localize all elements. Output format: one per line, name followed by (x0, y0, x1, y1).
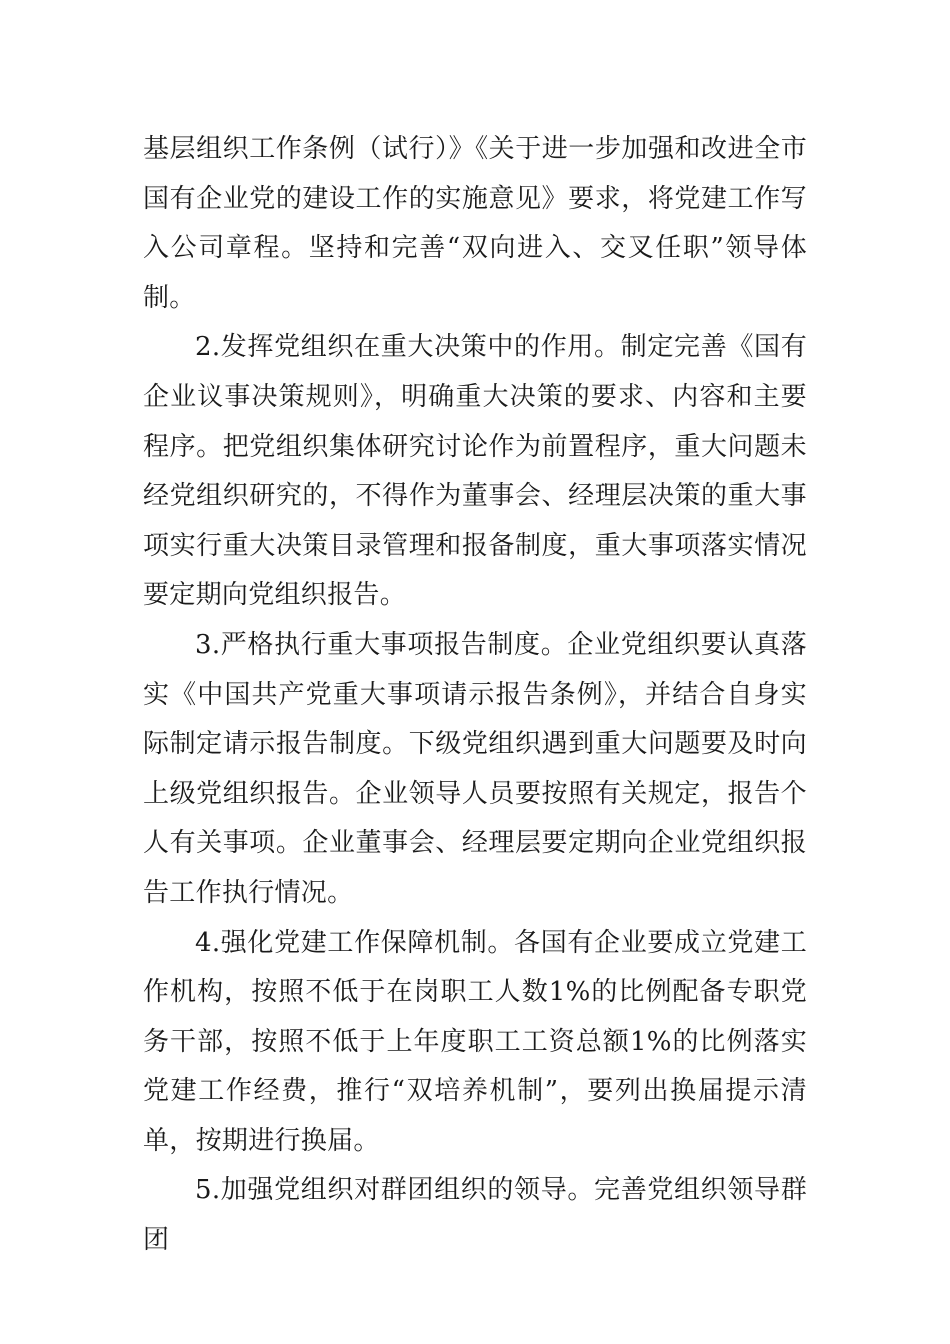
paragraph-item-3: 3.严格执行重大事项报告制度。企业党组织要认真落实《中国共产党重大事项请示报告条例》，并结合自身实际制定请示报告制度。下级党组织遇到重大问题要及时向上级党组织报告。企业领导人员要按照有关规定，报告个人有关事项。企业董事会、经理层要定期向企业党组织报告工作执行情况。 (143, 629, 807, 908)
document-body (143, 125, 807, 1266)
paragraph-continuation: 基层组织工作条例（试行）》《关于进一步加强和改进全市国有企业党的建设工作的实施意见》要求，将党建工作写入公司章程。坚持和完善“双向进入、交叉任职”领导体制。 (143, 134, 807, 313)
paragraph-item-5: 5.加强党组织对群团组织的领导。完善党组织领导群团 (143, 1175, 807, 1256)
paragraph-item-2: 2.发挥党组织在重大决策中的作用。制定完善《国有企业议事决策规则》，明确重大决策的要求、内容和主要程序。把党组织集体研究讨论作为前置程序，重大问题未经党组织研究的，不得作为董事会、经理层决策的重大事项实行重大决策目录管理和报备制度，重大事项落实情况要定期向党组织报告。 (143, 332, 807, 611)
paragraph-item-4: 4.强化党建工作保障机制。各国有企业要成立党建工作机构，按照不低于在岗职工人数1%的比例配备专职党务干部，按照不低于上年度职工工资总额1%的比例落实党建工作经费，推行“双培养机制”，要列出换届提示清单，按期进行换届。 (143, 927, 807, 1156)
